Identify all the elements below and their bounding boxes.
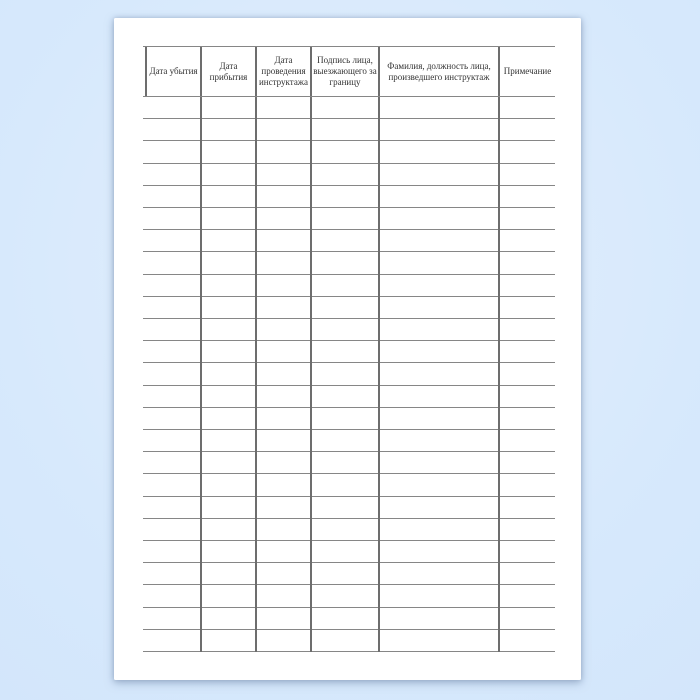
column-divider (378, 97, 380, 652)
table-row (143, 230, 555, 252)
column-divider (498, 97, 500, 652)
table-row (143, 141, 555, 163)
table-row (143, 164, 555, 186)
table-row (143, 252, 555, 274)
table-row (143, 608, 555, 630)
briefing-log-table (143, 46, 555, 652)
table-row (143, 319, 555, 341)
table-row (143, 208, 555, 230)
table-row (143, 474, 555, 496)
table-row (143, 275, 555, 297)
table-row (143, 386, 555, 408)
column-header-note: Примечание (498, 47, 555, 96)
column-divider (310, 97, 312, 652)
table-row (143, 497, 555, 519)
table-row (143, 563, 555, 585)
table-row (143, 585, 555, 607)
column-header-departure-date: Дата убытия (145, 47, 200, 96)
column-header-traveler-signature: Подпись лица, выезжающего за границу (310, 47, 378, 96)
column-header-instructor-name-position: Фамилия, должность лица, произведшего инструктаж (378, 47, 498, 96)
table-row (143, 97, 555, 119)
table-row (143, 341, 555, 363)
column-header-arrival-date: Дата прибытия (200, 47, 255, 96)
table-row (143, 363, 555, 385)
column-divider (255, 97, 257, 652)
table-row (143, 519, 555, 541)
column-header-briefing-date: Дата проведения инструктажа (255, 47, 310, 96)
table-row (143, 541, 555, 563)
table-row (143, 119, 555, 141)
document-page (114, 18, 581, 680)
table-header-row (143, 46, 555, 97)
table-row (143, 452, 555, 474)
table-row (143, 630, 555, 652)
table-row (143, 430, 555, 452)
table-row (143, 297, 555, 319)
table-body (143, 97, 555, 652)
column-divider (200, 97, 202, 652)
table-row (143, 186, 555, 208)
table-row (143, 408, 555, 430)
